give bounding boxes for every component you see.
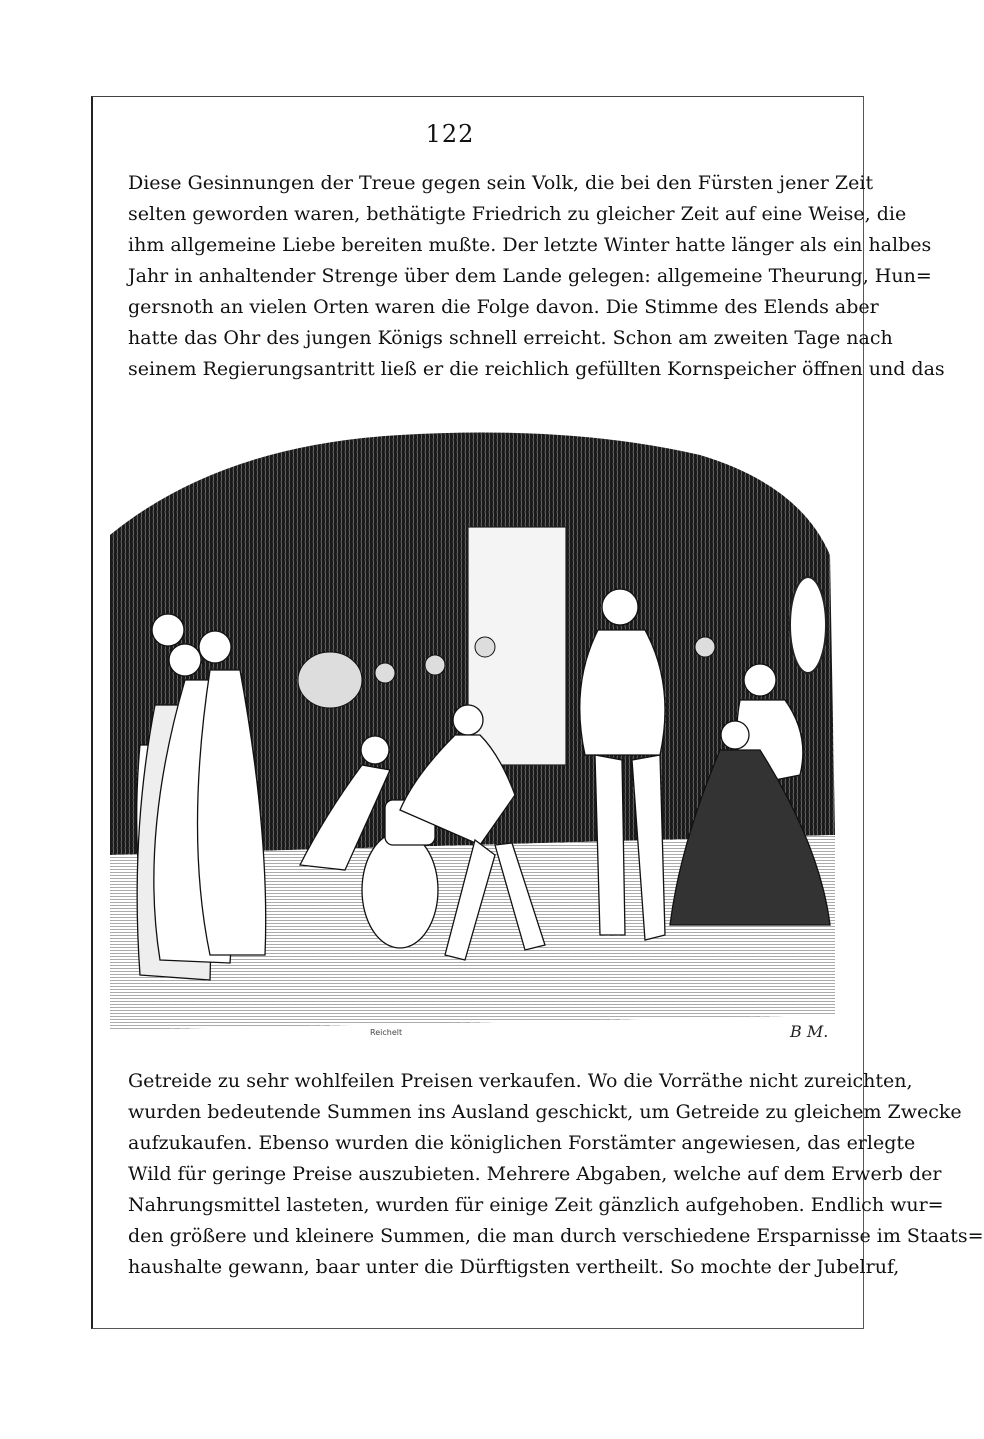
text-line: selten geworden waren, bethätigte Friedrich zu gleicher Zeit auf eine Weise, die: [128, 203, 907, 225]
text-line: ihm allgemeine Liebe bereiten mußte. Der letzte Winter hatte länger als ein halbes: [128, 234, 932, 256]
engraver-signature-left: Reichelt: [370, 1028, 403, 1037]
text-line: haushalte gewann, baar unter die Dürftigsten vertheilt. So mochte der Jubelruf,: [128, 1256, 900, 1278]
text-line: hatte das Ohr des jungen Königs schnell erreicht. Schon am zweiten Tage nach: [128, 327, 893, 349]
paragraph-top: [128, 168, 945, 385]
text-line: Diese Gesinnungen der Treue gegen sein Volk, die bei den Fürsten jener Zeit: [128, 172, 874, 194]
text-line: aufzukaufen. Ebenso wurden die königlichen Forstämter angewiesen, das erlegte: [128, 1132, 916, 1154]
text-line: gersnoth an vielen Orten waren die Folge davon. Die Stimme des Elends aber: [128, 296, 879, 318]
text-line: Getreide zu sehr wohlfeilen Preisen verkaufen. Wo die Vorräthe nicht zureichten,: [128, 1070, 913, 1092]
text-line: Jahr in anhaltender Strenge über dem Lande gelegen: allgemeine Theurung, Hun=: [128, 265, 932, 287]
text-line: Nahrungsmittel lasteten, wurden für einige Zeit gänzlich aufgehoben. Endlich wur=: [128, 1194, 944, 1216]
page-number: 122: [425, 120, 475, 148]
granary-illustration: [100, 415, 840, 1045]
engraver-signature-right: B M.: [790, 1022, 829, 1041]
paragraph-bottom: [128, 1066, 984, 1283]
text-line: wurden bedeutende Summen ins Ausland geschickt, um Getreide zu gleichem Zwecke: [128, 1101, 962, 1123]
text-line: Wild für geringe Preise auszubieten. Mehrere Abgaben, welche auf dem Erwerb der: [128, 1163, 942, 1185]
text-line: den größere und kleinere Summen, die man durch verschiedene Ersparnisse im Staats=: [128, 1225, 984, 1247]
text-line: seinem Regierungsantritt ließ er die reichlich gefüllten Kornspeicher öffnen und das: [128, 358, 945, 380]
